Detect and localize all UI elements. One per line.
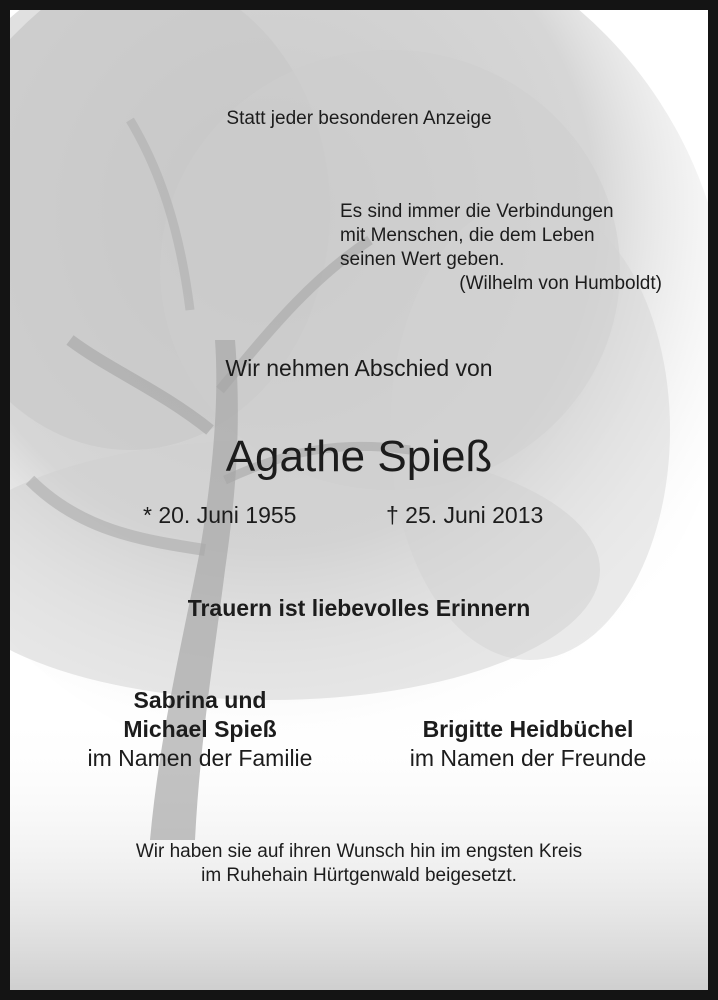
burial-note-line: Wir haben sie auf ihren Wunsch hin im engsten Kreis [135, 841, 583, 862]
obituary-card [10, 10, 708, 990]
mourner-role: im Namen der Familie [87, 745, 313, 771]
mourner-name: Sabrina und [133, 687, 267, 713]
mourner-name: Brigitte Heidbüchel [422, 716, 634, 742]
death-date: † 25. Juni 2013 [386, 502, 544, 528]
quote-author: (Wilhelm von Humboldt) [459, 273, 662, 294]
burial-note [10, 840, 708, 888]
quote-block [340, 200, 662, 296]
burial-note-line: im Ruhehain Hürtgenwald beigesetzt. [201, 865, 517, 886]
mourner-name: Michael Spieß [123, 716, 277, 742]
motto: Trauern ist liebevolles Erinnern [187, 595, 531, 621]
farewell-intro: Wir nehmen Abschied von [225, 355, 493, 381]
mourner-family [40, 686, 360, 773]
quote-line: mit Menschen, die dem Leben [340, 225, 595, 246]
quote-line: Es sind immer die Verbindungen [340, 201, 614, 222]
deceased-name: Agathe Spieß [225, 432, 493, 481]
mourner-role: im Namen der Freunde [409, 745, 647, 771]
header-notice: Statt jeder besonderen Anzeige [226, 108, 492, 129]
quote-line: seinen Wert geben. [340, 249, 505, 270]
mourner-friends [368, 715, 688, 773]
birth-date: * 20. Juni 1955 [143, 502, 297, 528]
